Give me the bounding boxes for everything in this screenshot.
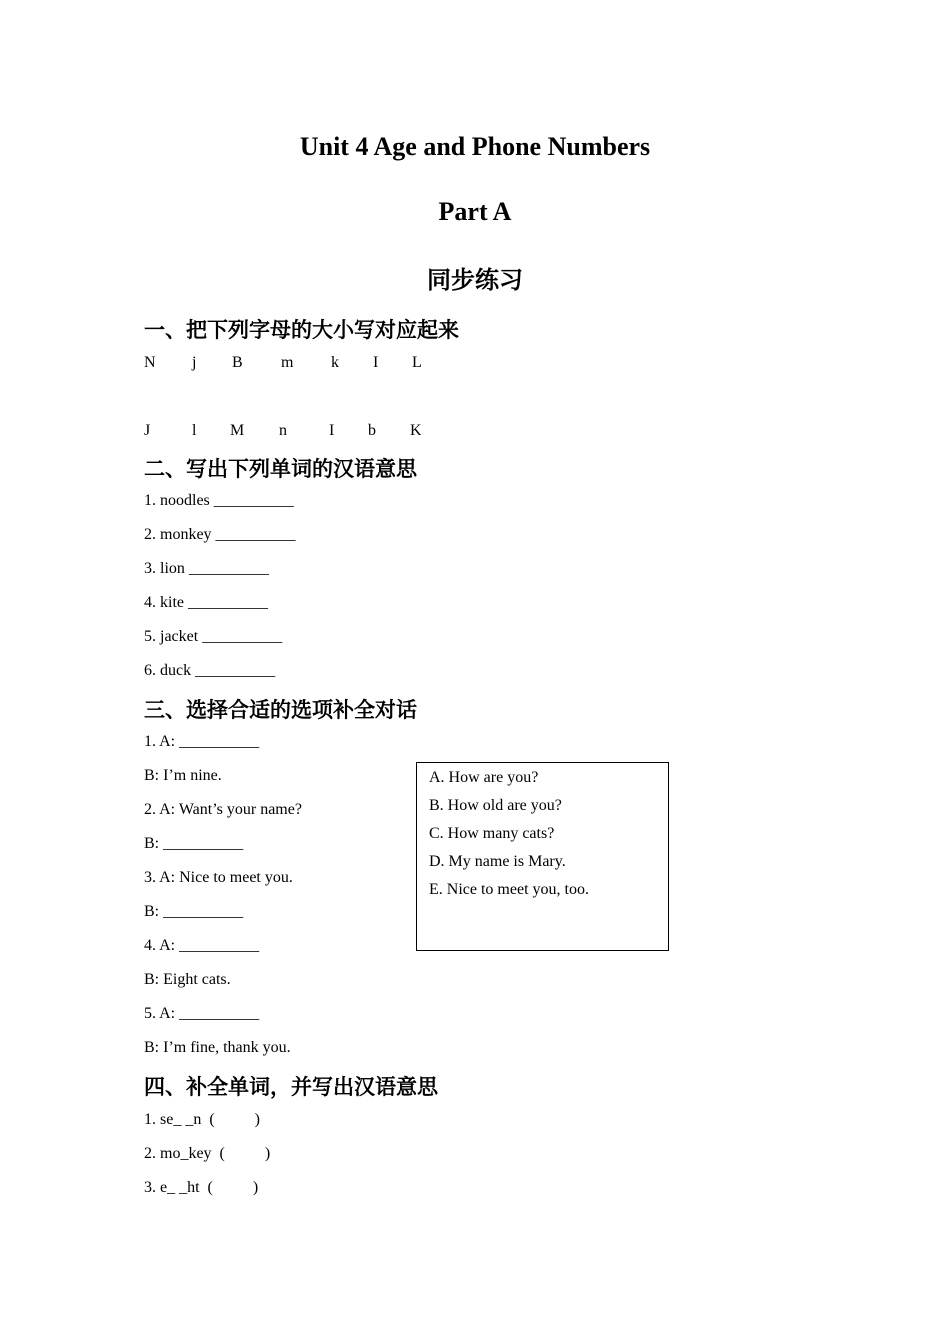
dialogue-line: 3. A: Nice to meet you. xyxy=(144,869,293,886)
letter-row1-item: j xyxy=(192,354,197,371)
option-item: B. How old are you? xyxy=(429,797,562,814)
vocab-item: 3. lion __________ xyxy=(144,560,269,577)
section1-heading: 一、把下列字母的大小写对应起来 xyxy=(144,318,459,342)
fill-word-item: 2. mo_key ( ) xyxy=(144,1145,271,1162)
letter-row2-item: J xyxy=(144,422,151,439)
letter-row2-item: b xyxy=(368,422,376,439)
dialogue-line: 4. A: __________ xyxy=(144,937,260,954)
part-label: Part A xyxy=(438,197,512,226)
letter-row1-item: k xyxy=(331,354,339,371)
dialogue-line: 5. A: __________ xyxy=(144,1005,260,1022)
option-item: C. How many cats? xyxy=(429,825,555,842)
dialogue-line: B: Eight cats. xyxy=(144,971,231,988)
letter-row2-item: I xyxy=(329,422,335,439)
option-item: E. Nice to meet you, too. xyxy=(429,881,589,898)
section2-heading: 二、写出下列单词的汉语意思 xyxy=(144,457,417,481)
letter-row2-item: K xyxy=(410,422,422,439)
dialogue-line: B: I’m nine. xyxy=(144,767,222,784)
option-item: D. My name is Mary. xyxy=(429,853,566,870)
section4-heading: 四、补全单词，并写出汉语意思 xyxy=(144,1075,438,1099)
fill-word-item: 1. se_ _n ( ) xyxy=(144,1111,260,1128)
dialogue-line: B: __________ xyxy=(144,835,244,852)
dialogue-line: 2. A: Want’s your name? xyxy=(144,801,302,818)
option-item: A. How are you? xyxy=(429,769,539,786)
letter-row1-item: B xyxy=(232,354,243,371)
worksheet-title: Unit 4 Age and Phone Numbers xyxy=(299,132,651,161)
letter-row1-item: N xyxy=(144,354,156,371)
letter-row1-item: I xyxy=(373,354,379,371)
letter-row2-item: n xyxy=(279,422,287,439)
letter-row1-item: m xyxy=(281,354,294,371)
vocab-item: 5. jacket __________ xyxy=(144,628,283,645)
fill-word-item: 3. e_ _ht ( ) xyxy=(144,1179,259,1196)
letter-row2-item: l xyxy=(192,422,197,439)
worksheet-subtitle: 同步练习 xyxy=(427,266,523,294)
vocab-item: 4. kite __________ xyxy=(144,594,268,611)
options-box xyxy=(416,762,669,951)
vocab-item: 1. noodles __________ xyxy=(144,492,294,509)
letter-row2-item: M xyxy=(230,422,245,439)
vocab-item: 6. duck __________ xyxy=(144,662,276,679)
dialogue-line: B: __________ xyxy=(144,903,244,920)
letter-row1-item: L xyxy=(412,354,422,371)
section3-heading: 三、选择合适的选项补全对话 xyxy=(144,698,417,722)
dialogue-line: B: I’m fine, thank you. xyxy=(144,1039,291,1056)
vocab-item: 2. monkey __________ xyxy=(144,526,296,543)
dialogue-line: 1. A: __________ xyxy=(144,733,260,750)
